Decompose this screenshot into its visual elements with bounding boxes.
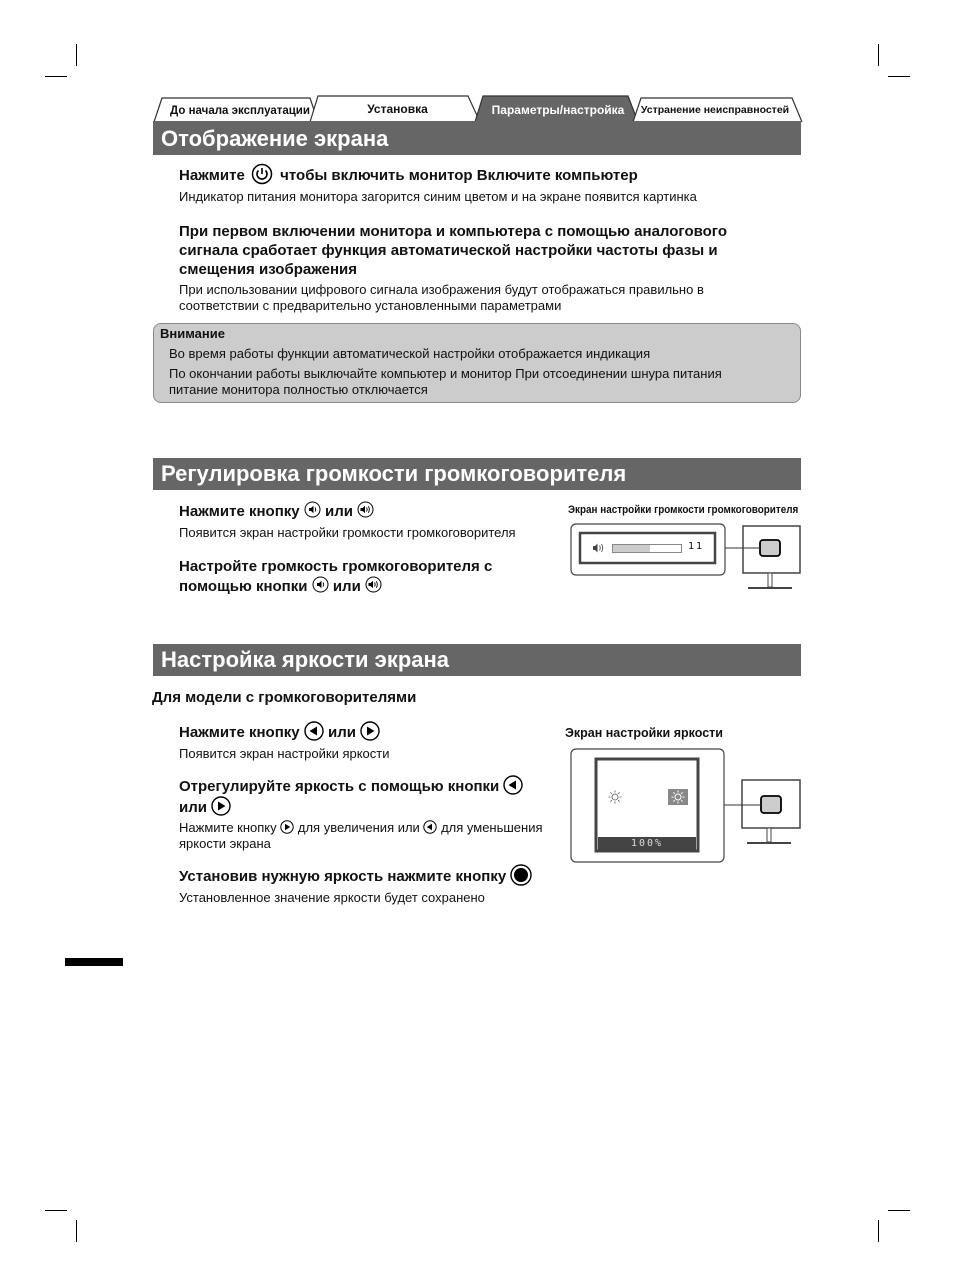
brightness-step1-heading [179,723,380,742]
volume-step2-heading-pre: помощью кнопки [179,578,308,595]
display-step1-heading [179,166,638,185]
attention-line2: По окончании работы выключайте компьютер и монитор При отсоединении шнура питания питание монитора полностью отключается [169,366,722,397]
power-button-icon [251,163,273,185]
right-arrow-button-icon [211,796,231,816]
right-arrow-button-icon [280,820,294,834]
brightness-step2-or: или [179,799,207,816]
brightness-figure [570,747,804,865]
volume-up-icon [357,501,374,518]
brightness-step2-text-post: для уменьшения [441,820,543,835]
brightness-value: 100% [630,838,664,849]
brightness-step2-heading-line1 [179,777,523,796]
speaker-icon [592,542,606,554]
tab-troubleshooting[interactable]: Устранение неисправностей [640,104,790,116]
right-arrow-button-icon [360,721,380,741]
volume-up-icon [365,576,382,593]
brightness-high-icon [671,790,685,804]
crop-mark [878,1220,879,1242]
volume-down-icon [312,576,329,593]
attention-line1: Во время работы функции автоматической настройки отображается индикация [169,346,651,361]
crop-mark [45,76,67,77]
display-step2-heading: При первом включении монитора и компьютера с помощью аналогового сигнала сработает функция автоматической настройки частоты фазы и смещения изображения [179,223,728,278]
brightness-step2-text [179,820,543,836]
volume-value: 11 [688,541,705,552]
crop-mark [878,44,879,66]
volume-step1-heading [179,502,374,521]
left-arrow-button-icon [304,721,324,741]
volume-down-icon [304,501,321,518]
brightness-step2-heading-pre: Отрегулируйте яркость с помощью кнопки [179,778,500,795]
brightness-step3-text: Установленное значение яркости будет сохранено [179,890,485,905]
section-title-display: Отображение экрана [153,122,801,155]
display-step1-heading-post: чтобы включить монитор Включите компьютер [280,167,638,184]
volume-step1-heading-pre: Нажмите кнопку [179,503,300,520]
volume-step1-text: Появится экран настройки громкости громкоговорителя [179,525,516,540]
brightness-step3-heading-text: Установив нужную яркость нажмите кнопку [179,868,507,885]
brightness-low-icon [608,790,622,804]
brightness-figure-caption: Экран настройки яркости [565,726,723,740]
volume-step1-or: или [324,503,353,520]
brightness-step1-heading-pre: Нажмите кнопку [179,724,300,741]
volume-figure-caption: Экран настройки громкости громкоговорителя [568,504,799,516]
left-arrow-button-icon [503,775,523,795]
volume-bar [612,544,682,553]
crop-mark [888,76,910,77]
brightness-subtitle: Для модели с громкоговорителями [152,689,417,706]
brightness-step2-text-mid: для увеличения или [297,820,420,835]
crop-mark [45,1210,67,1211]
brightness-step2-heading-line2 [179,798,231,817]
display-step2-text: При использовании цифрового сигнала изображения будут отображаться правильно в соответствии с предварительно установленными параметрами [179,282,704,313]
crop-mark [76,44,77,66]
crop-mark [888,1210,910,1211]
brightness-step1-text: Появится экран настройки яркости [179,746,390,761]
section-title-volume: Регулировка громкости громкоговорителя [153,458,801,490]
language-marker [65,958,123,966]
brightness-step3-heading [179,867,532,886]
enter-button-icon [510,864,532,886]
tab-installation[interactable]: Установка [367,102,428,116]
tab-settings[interactable]: Параметры/настройка [491,103,625,117]
crop-mark [76,1220,77,1242]
volume-step2-heading-line1: Настройте громкость громкоговорителя с [179,558,493,575]
volume-figure-drawing [570,523,802,593]
display-step1-text: Индикатор питания монитора загорится синим цветом и на экране появится картинка [179,189,697,204]
attention-title: Внимание [160,326,225,341]
brightness-step1-or: или [327,724,356,741]
volume-figure [570,523,802,593]
display-step1-heading-pre: Нажмите [179,167,245,184]
volume-bar-fill [613,545,650,552]
left-arrow-button-icon [423,820,437,834]
tab-before-use[interactable]: До начала эксплуатации [170,105,310,117]
brightness-step2-text-line2: яркости экрана [179,836,271,851]
volume-step2-or: или [332,578,361,595]
volume-step2-heading-line2 [179,577,382,596]
section-title-brightness: Настройка яркости экрана [153,644,801,676]
brightness-step2-text-pre: Нажмите кнопку [179,820,277,835]
